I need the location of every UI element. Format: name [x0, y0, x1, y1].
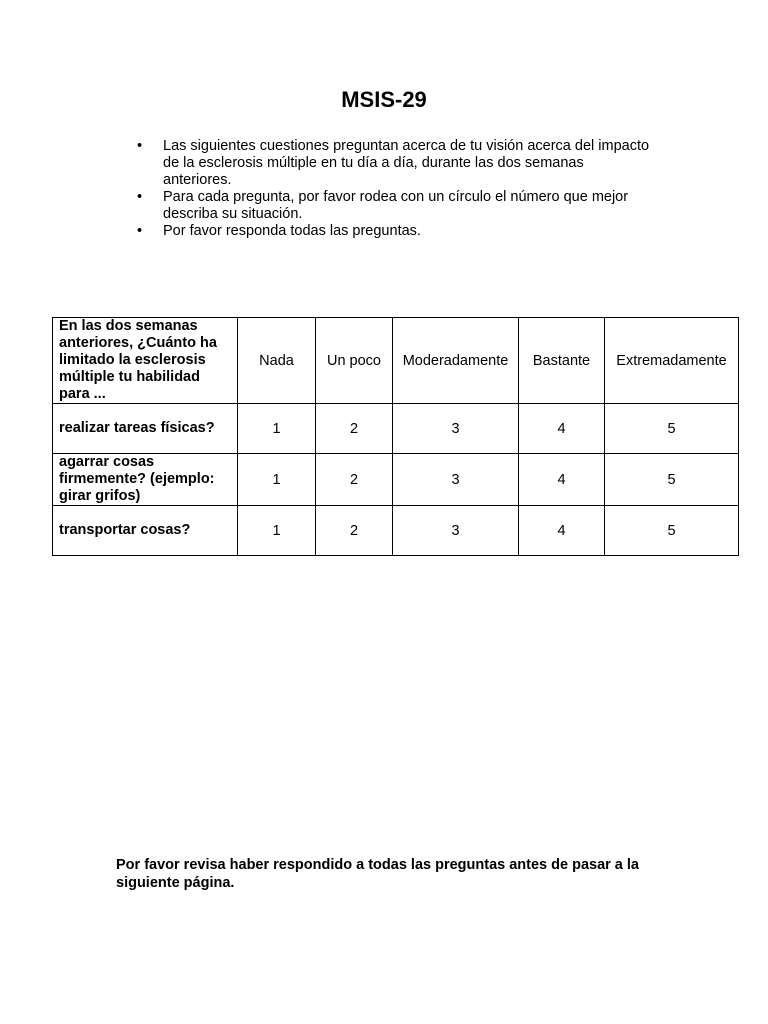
instruction-text: Por favor responda todas las preguntas. [163, 223, 421, 239]
score-option[interactable]: 4 [519, 454, 605, 506]
question-header: En las dos semanas anteriores, ¿Cuánto ha limitado la esclerosis múltiple tu habilidad para ... [53, 318, 238, 404]
bullet-icon: • [137, 223, 143, 239]
table-row [53, 506, 739, 556]
question-item: realizar tareas físicas? [53, 404, 238, 454]
table-row [53, 404, 739, 454]
instruction-item [131, 223, 651, 240]
option-header-un-poco: Un poco [316, 318, 393, 404]
score-option[interactable]: 2 [316, 454, 393, 506]
option-header-extremadamente: Extremadamente [605, 318, 739, 404]
table-header-row [53, 318, 739, 404]
score-option[interactable]: 4 [519, 404, 605, 454]
option-header-bastante: Bastante [519, 318, 605, 404]
option-header-moderadamente: Moderadamente [393, 318, 519, 404]
footer-note: Por favor revisa haber respondido a todas las preguntas antes de pasar a la siguiente página. [116, 857, 639, 891]
instruction-text: Para cada pregunta, por favor rodea con un círculo el número que mejor describa su situación. [163, 189, 629, 222]
instructions-list [131, 138, 651, 240]
score-option[interactable]: 3 [393, 404, 519, 454]
question-item: transportar cosas? [53, 506, 238, 556]
score-option[interactable]: 2 [316, 404, 393, 454]
score-option[interactable]: 3 [393, 454, 519, 506]
score-option[interactable]: 1 [238, 454, 316, 506]
table-row [53, 454, 739, 506]
instruction-item [131, 189, 651, 223]
page-title: MSIS-29 [341, 87, 427, 112]
score-option[interactable]: 5 [605, 506, 739, 556]
score-option[interactable]: 5 [605, 404, 739, 454]
score-option[interactable]: 3 [393, 506, 519, 556]
score-option[interactable]: 4 [519, 506, 605, 556]
bullet-icon: • [137, 189, 143, 205]
bullet-icon: • [137, 138, 143, 154]
score-option[interactable]: 2 [316, 506, 393, 556]
score-option[interactable]: 5 [605, 454, 739, 506]
question-item: agarrar cosas firmemente? (ejemplo: girar grifos) [53, 454, 238, 506]
score-option[interactable]: 1 [238, 506, 316, 556]
option-header-nada: Nada [238, 318, 316, 404]
instruction-item [131, 138, 651, 189]
score-option[interactable]: 1 [238, 404, 316, 454]
questionnaire-table [52, 317, 739, 556]
instruction-text: Las siguientes cuestiones preguntan acerca de tu visión acerca del impacto de la esclerosis múltiple en tu día a día, durante las dos semanas anteriores. [163, 138, 650, 188]
